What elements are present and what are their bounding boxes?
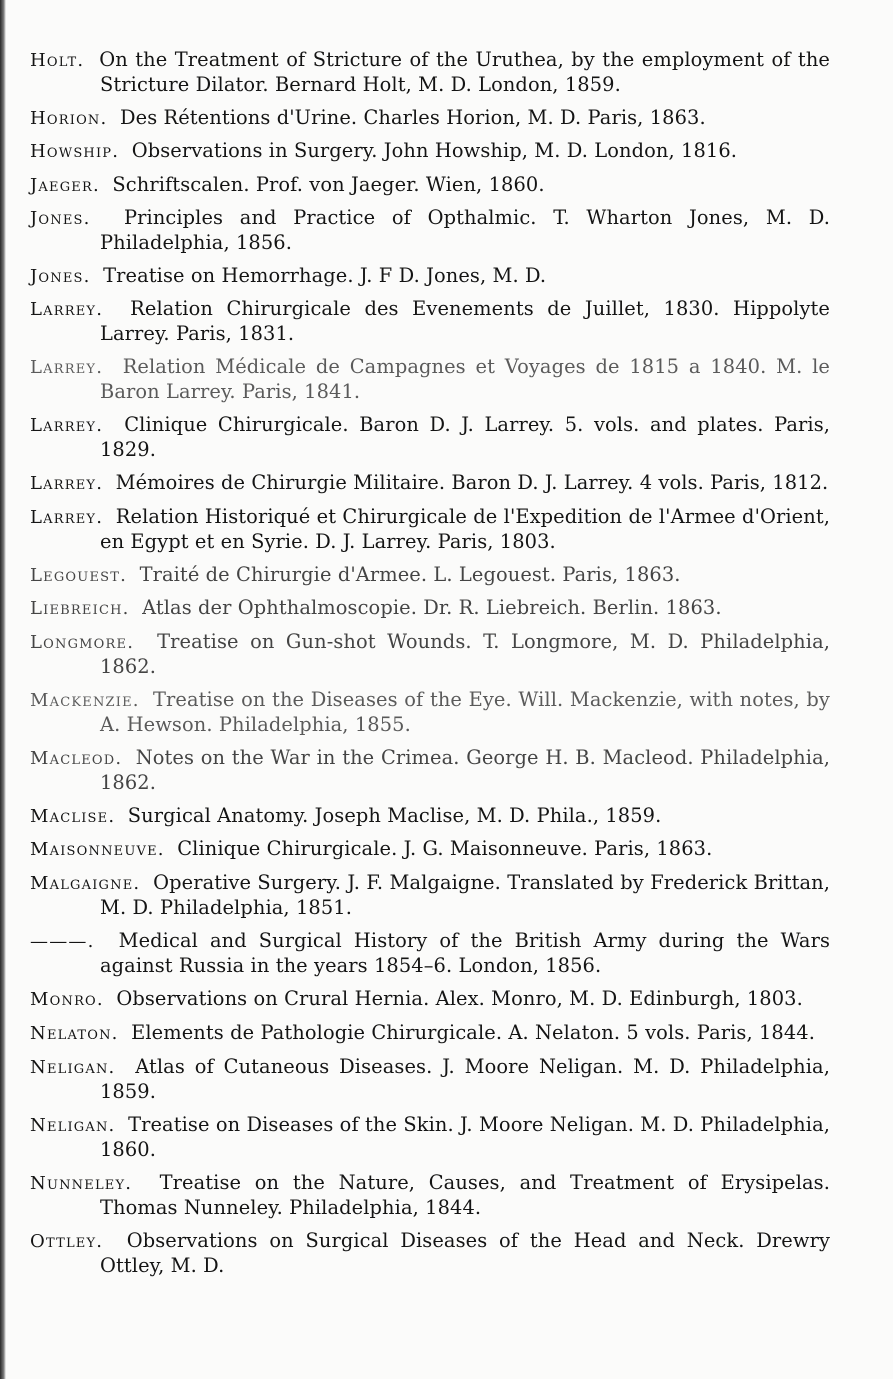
bibliography-entry xyxy=(30,355,830,404)
entry-author: Ottley. xyxy=(30,1231,104,1252)
bibliography-entry xyxy=(30,48,830,97)
bibliography-entry xyxy=(30,1171,830,1220)
entry-author: Larrey. xyxy=(30,507,104,528)
entry-author: Holt. xyxy=(30,50,85,71)
bibliography-entry xyxy=(30,413,830,462)
entry-author: Howship. xyxy=(30,141,120,162)
entry-text: Traité de Chirurgie d'Armee. L. Legouest. Paris, 1863. xyxy=(139,563,681,586)
entry-text: Observations on Crural Hernia. Alex. Monro, M. D. Edinburgh, 1803. xyxy=(116,987,803,1010)
bibliography-entry xyxy=(30,929,830,978)
entry-author: Horion. xyxy=(30,108,108,129)
bibliography-entry xyxy=(30,173,830,198)
bibliography-entry xyxy=(30,1229,830,1278)
entry-text: Observations in Surgery. John Howship, M. D. London, 1816. xyxy=(131,139,738,162)
bibliography-entry xyxy=(30,471,830,496)
entry-text: Des Rétentions d'Urine. Charles Horion, M. D. Paris, 1863. xyxy=(119,106,706,129)
entry-text: Schriftscalen. Prof. von Jaeger. Wien, 1860. xyxy=(112,173,545,196)
entry-text: Treatise on the Nature, Causes, and Treatment of Erysipelas. Thomas Nunneley. Philadelphia, 1844. xyxy=(100,1171,830,1219)
entry-author: Maisonneuve. xyxy=(30,839,165,860)
bibliography-entry xyxy=(30,688,830,737)
entry-text: Mémoires de Chirurgie Militaire. Baron D. J. Larrey. 4 vols. Paris, 1812. xyxy=(115,471,829,494)
entry-text: Treatise on Diseases of the Skin. J. Moore Neligan. M. D. Philadelphia, 1860. xyxy=(100,1113,830,1161)
entry-author: Maclise. xyxy=(30,806,116,827)
bibliography-entry xyxy=(30,1055,830,1104)
bibliography-entry xyxy=(30,837,830,862)
entry-text: Clinique Chirurgicale. Baron D. J. Larrey. 5. vols. and plates. Paris, 1829. xyxy=(100,413,831,461)
entry-text: Operative Surgery. J. F. Malgaigne. Translated by Frederick Brittan, M. D. Philadelphia, 1851. xyxy=(100,871,830,919)
entry-author: Larrey. xyxy=(30,415,104,436)
entry-author: Neligan. xyxy=(30,1115,116,1136)
entry-text: Treatise on Hemorrhage. J. F D. Jones, M. D. xyxy=(103,264,547,287)
entry-author: Jones. xyxy=(30,266,91,287)
bibliography-entry xyxy=(30,871,830,920)
entry-text: Atlas of Cutaneous Diseases. J. Moore Neligan. M. D. Philadelphia, 1859. xyxy=(100,1055,830,1103)
entry-author: Larrey. xyxy=(30,357,104,378)
bibliography-entry xyxy=(30,746,830,795)
entry-text: Elements de Pathologie Chirurgicale. A. Nelaton. 5 vols. Paris, 1844. xyxy=(131,1021,815,1044)
bibliography-entry xyxy=(30,804,830,829)
entry-author: Mackenzie. xyxy=(30,690,140,711)
page-binding-shadow xyxy=(0,0,6,1379)
entry-author: Neligan. xyxy=(30,1057,116,1078)
bibliography-entry xyxy=(30,1021,830,1046)
entry-author: Nunneley. xyxy=(30,1173,133,1194)
entry-author: Legouest. xyxy=(30,565,128,586)
entry-author: Nelaton. xyxy=(30,1023,119,1044)
bibliography-entry xyxy=(30,630,830,679)
entry-text: On the Treatment of Stricture of the Uruthea, by the employment of the Stricture Dilator. Bernard Holt, M. D. London, 1859. xyxy=(99,48,830,96)
entry-text: Relation Chirurgicale des Evenements de Juillet, 1830. Hippolyte Larrey. Paris, 1831. xyxy=(100,297,830,345)
entry-text: Atlas der Ophthalmoscopie. Dr. R. Liebreich. Berlin. 1863. xyxy=(142,596,722,619)
entry-text: Relation Médicale de Campagnes et Voyages de 1815 a 1840. M. le Baron Larrey. Paris, 1841. xyxy=(100,355,830,403)
entry-author: Larrey. xyxy=(30,299,104,320)
entry-text: Medical and Surgical History of the British Army during the Wars against Russia in the years 1854–6. London, 1856. xyxy=(100,929,831,977)
entry-author: ———. xyxy=(30,931,95,952)
bibliography-entry xyxy=(30,596,830,621)
bibliography-entry xyxy=(30,106,830,131)
entry-author: Liebreich. xyxy=(30,598,130,619)
entry-text: Surgical Anatomy. Joseph Maclise, M. D. Phila., 1859. xyxy=(127,804,662,827)
entry-author: Jones. xyxy=(30,208,91,229)
bibliography-entry xyxy=(30,206,830,255)
entry-text: Relation Historiqué et Chirurgicale de l'Expedition de l'Armee d'Orient, en Egypt et en Syrie. D. J. Larrey. Paris, 1803. xyxy=(100,505,830,553)
entry-author: Jaeger. xyxy=(30,175,100,196)
bibliography-entry xyxy=(30,1113,830,1162)
bibliography-list xyxy=(30,48,830,1287)
bibliography-entry xyxy=(30,297,830,346)
entry-text: Clinique Chirurgicale. J. G. Maisonneuve. Paris, 1863. xyxy=(177,837,713,860)
entry-author: Malgaigne. xyxy=(30,873,141,894)
bibliography-entry xyxy=(30,987,830,1012)
entry-text: Principles and Practice of Opthalmic. T. Wharton Jones, M. D. Philadelphia, 1856. xyxy=(100,206,830,254)
entry-author: Monro. xyxy=(30,989,104,1010)
entry-text: Treatise on the Diseases of the Eye. Will. Mackenzie, with notes, by A. Hewson. Philadelphia, 1855. xyxy=(100,688,830,736)
entry-author: Larrey. xyxy=(30,473,104,494)
entry-text: Treatise on Gun-shot Wounds. T. Longmore, M. D. Philadelphia, 1862. xyxy=(100,630,830,678)
entry-text: Notes on the War in the Crimea. George H. B. Macleod. Philadelphia, 1862. xyxy=(100,746,831,794)
entry-author: Macleod. xyxy=(30,748,123,769)
bibliography-entry xyxy=(30,139,830,164)
bibliography-entry xyxy=(30,264,830,289)
bibliography-entry xyxy=(30,505,830,554)
bibliography-entry xyxy=(30,563,830,588)
entry-text: Observations on Surgical Diseases of the Head and Neck. Drewry Ottley, M. D. xyxy=(100,1229,830,1277)
entry-author: Longmore. xyxy=(30,632,135,653)
